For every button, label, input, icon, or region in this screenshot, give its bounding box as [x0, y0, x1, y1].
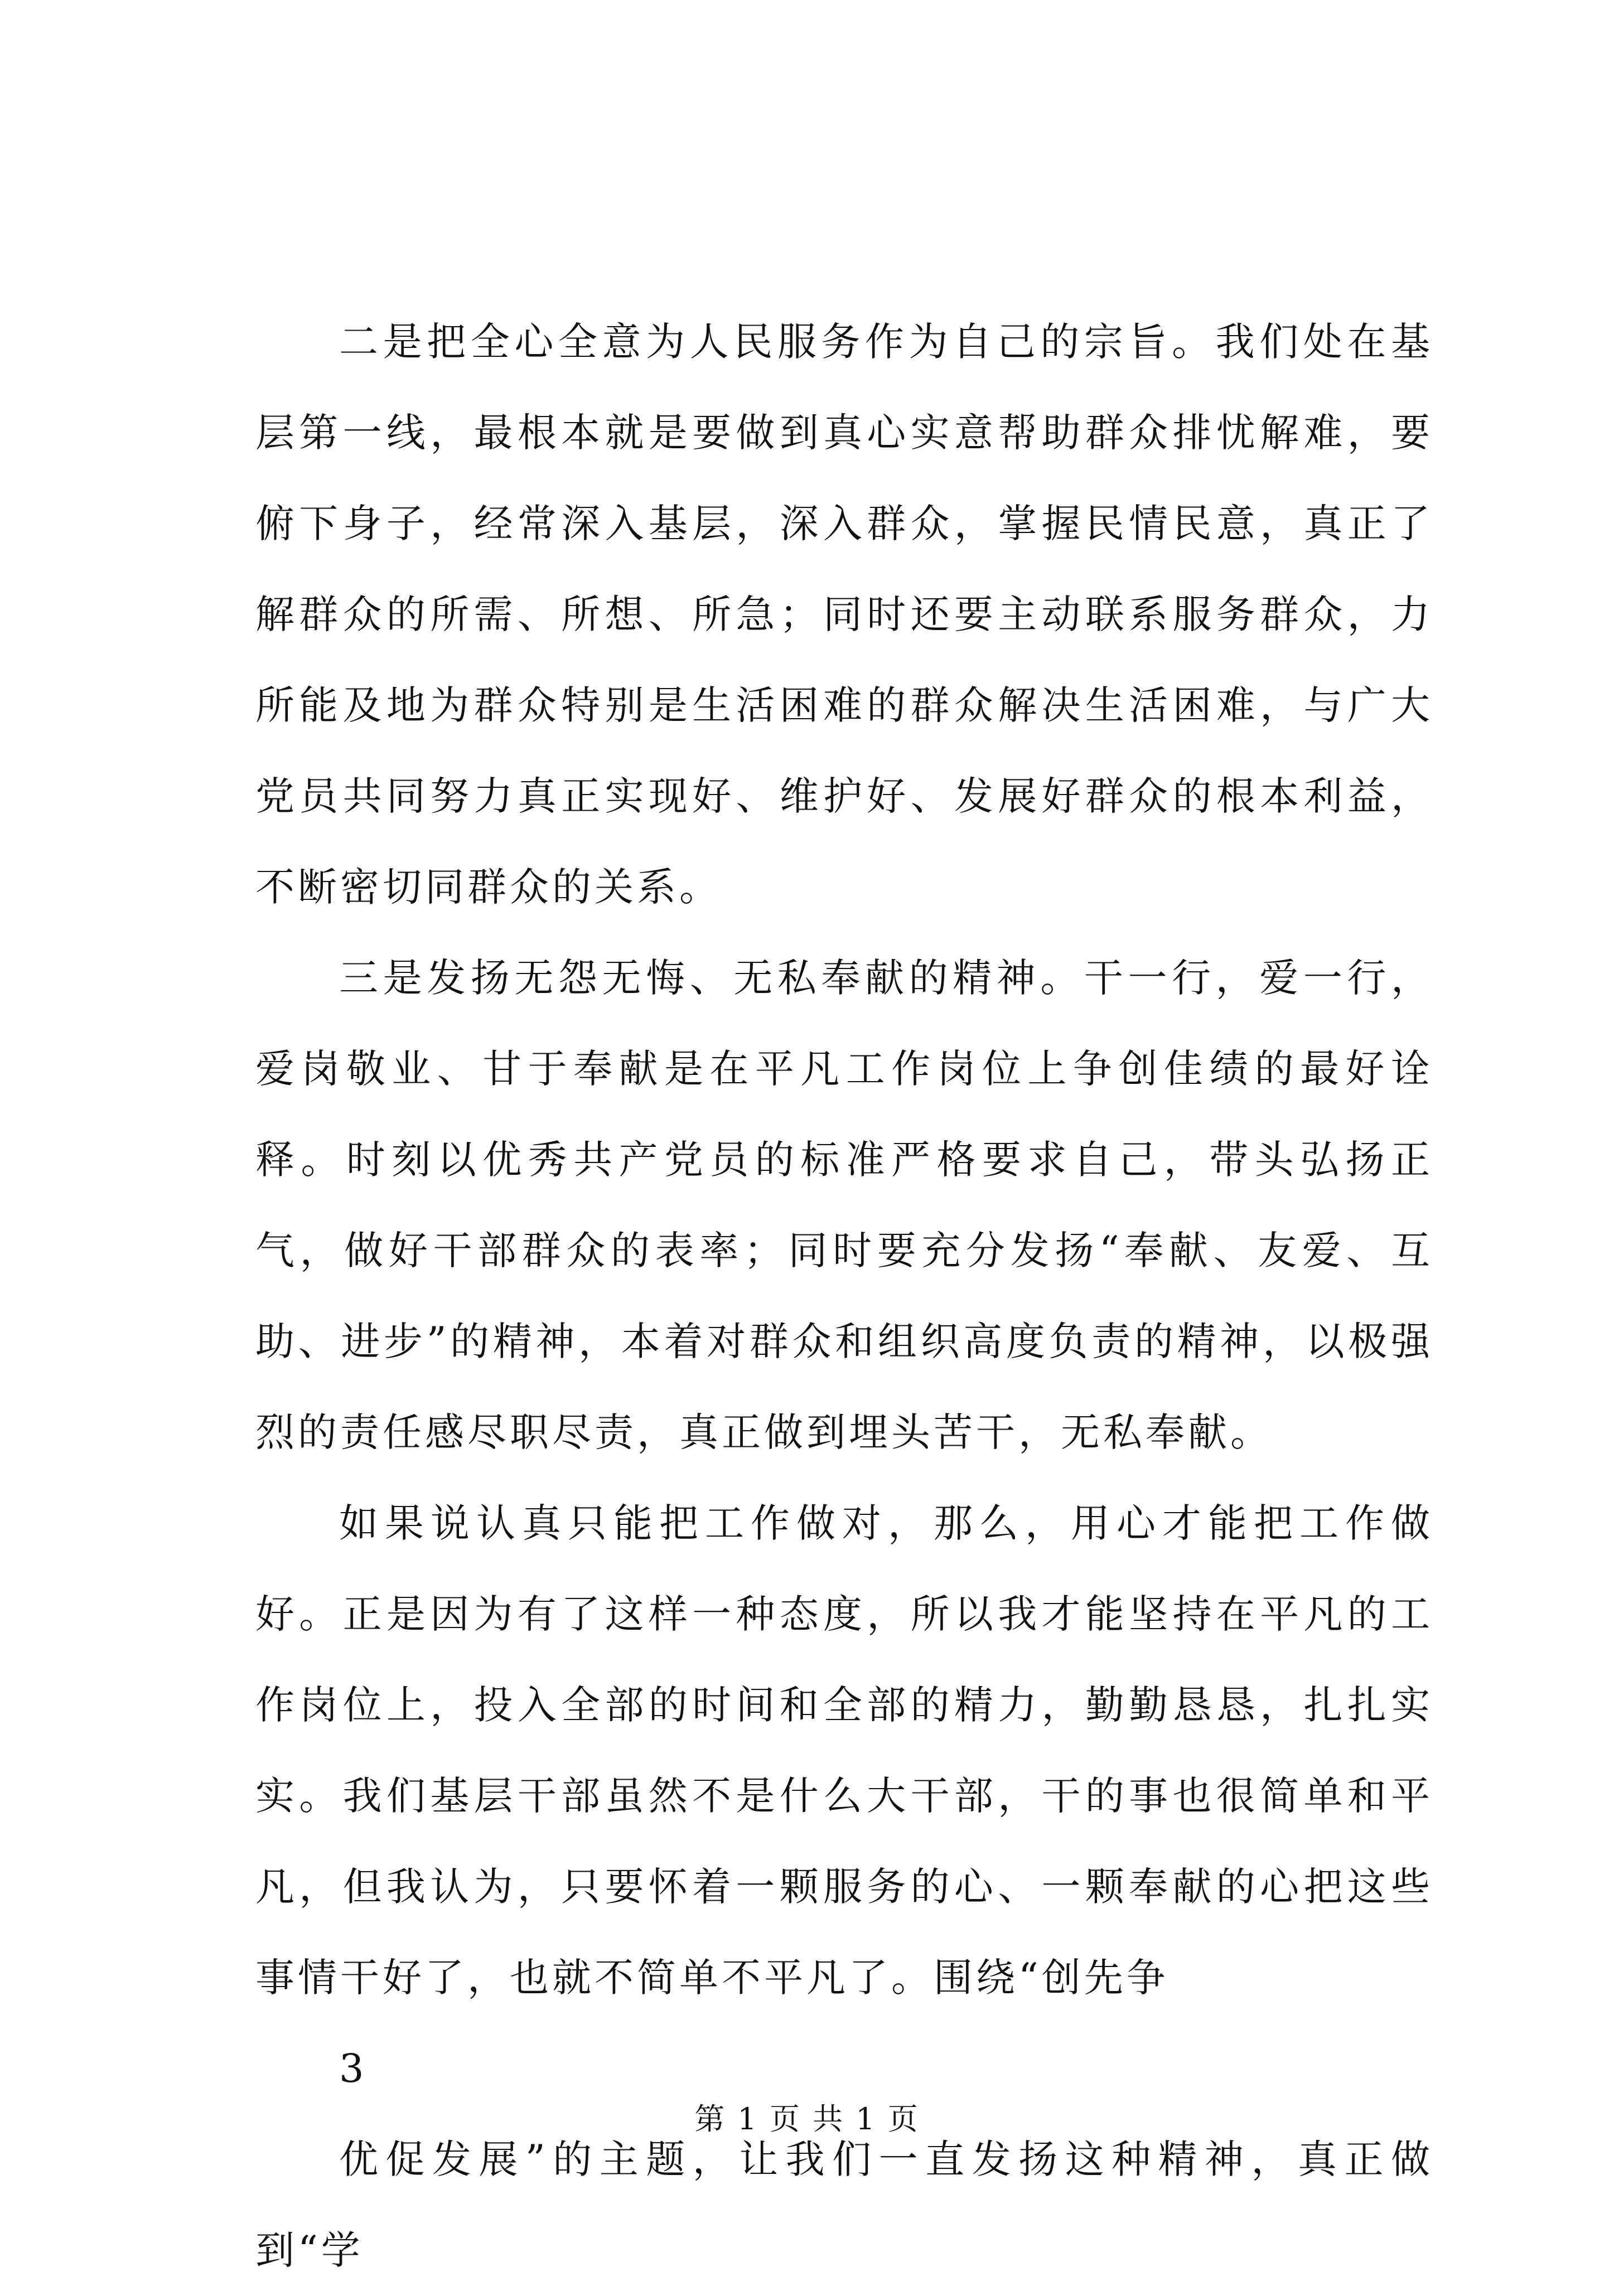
paragraph-diligence: 如果说认真只能把工作做对，那么，用心才能把工作做好。正是因为有了这样一种态度，所以我才能坚持在平凡的工作岗位上，投入全部的时间和全部的精力，勤勤恳恳，扎扎实实。我们基层干部虽然不是什么大干部，干的事也很简单和平凡，但我认为，只要怀着一颗服务的心、一颗奉献的心把这些事情干好了，也就不简单不平凡了。围绕“创先争	[255, 1500, 1433, 2000]
paragraph-service-purpose: 二是把全心全意为人民服务作为自己的宗旨。我们处在基层第一线，最根本就是要做到真心实意帮助群众排忧解难，要俯下身子，经常深入基层，深入群众，掌握民情民意，真正了解群众的所需、所想、所急；同时还要主动联系服务群众，力所能及地为群众特别是生活困难的群众解决生活困难，与广大党员共同努力真正实现好、维护好、发展好群众的根本利益，不断密切同群众的关系。	[255, 319, 1433, 910]
inline-page-number: 3	[339, 2046, 364, 2091]
paragraph-dedication-spirit: 三是发扬无怨无悔、无私奉献的精神。干一行，爱一行，爱岗敬业、甘于奉献是在平凡工作岗位上争创佳绩的最好诠释。时刻以优秀共产党员的标准严格要求自己，带头弘扬正气，做好干部群众的表率；同时要充分发扬“奉献、友爱、互助、进步”的精神，本着对群众和组织高度负责的精神，以极强烈的责任感尽职尽责，真正做到埋头苦干，无私奉献。	[255, 955, 1433, 1455]
page-footer: 第 1 页 共 1 页	[694, 2101, 920, 2137]
paragraph-continuation: 优促发展”的主题，让我们一直发扬这种精神，真正做到“学	[255, 2137, 1433, 2273]
document-body	[255, 297, 1433, 2296]
